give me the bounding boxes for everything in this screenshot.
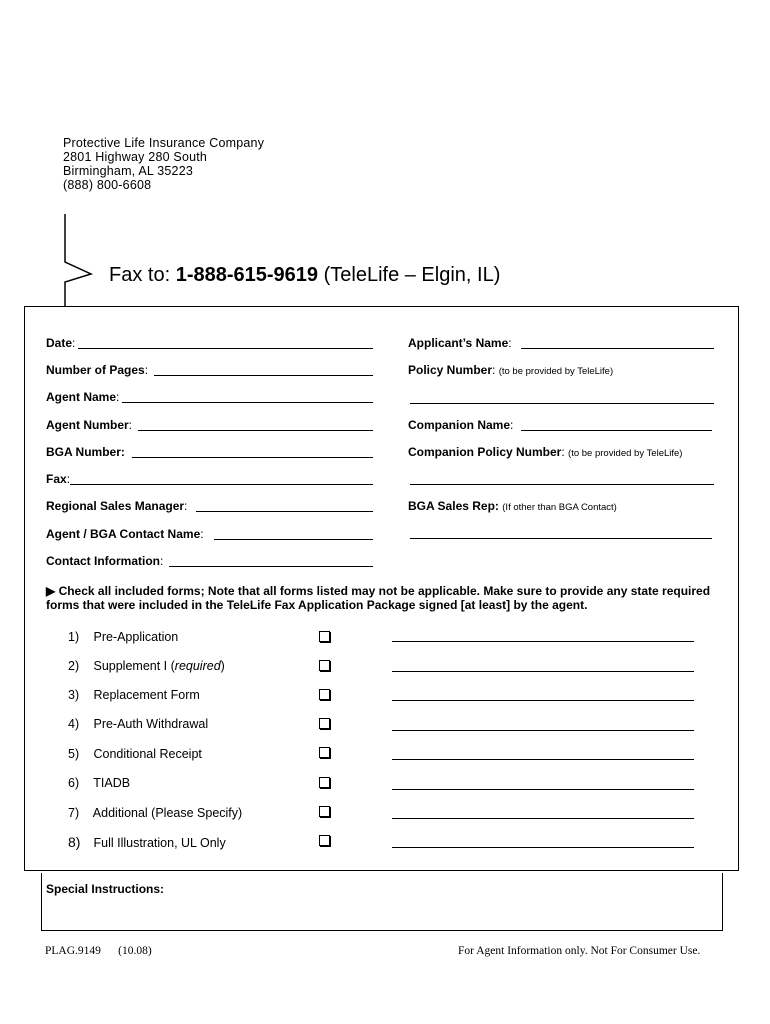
form-checkbox-6[interactable] xyxy=(319,777,330,788)
form-line-4[interactable] xyxy=(392,730,694,731)
date-label: Date: xyxy=(46,336,76,350)
applicant-name-label: Applicant’s Name: xyxy=(408,336,512,350)
contact-info-label: Contact Information: xyxy=(46,554,164,568)
date-field[interactable] xyxy=(78,348,373,349)
bga-rep-field[interactable] xyxy=(410,538,712,539)
pages-field[interactable] xyxy=(154,375,373,376)
fax-label: Fax: xyxy=(46,472,71,486)
rsm-field[interactable] xyxy=(196,511,373,512)
form-checkbox-8[interactable] xyxy=(319,835,330,846)
company-city: Birmingham, AL 35223 xyxy=(63,164,194,178)
special-instructions-label: Special Instructions: xyxy=(46,882,165,896)
fax-header xyxy=(109,264,500,287)
footer-disclaimer: For Agent Information only. Not For Consumer Use. xyxy=(458,945,701,957)
bga-number-field[interactable] xyxy=(132,457,373,458)
form-checkbox-7[interactable] xyxy=(319,806,330,817)
bga-rep-label: BGA Sales Rep: (If other than BGA Contact) xyxy=(408,499,617,513)
policy-number-label: Policy Number: (to be provided by TeleLife) xyxy=(408,363,614,377)
form-line-6[interactable] xyxy=(392,789,694,790)
form-line-8[interactable] xyxy=(392,847,694,848)
companion-name-field[interactable] xyxy=(521,430,712,431)
form-item-8: 8) Full Illustration, UL Only xyxy=(68,834,226,850)
form-item-6: 6) TIADB xyxy=(68,776,131,790)
fax-number: 1-888-615-9619 xyxy=(175,264,319,286)
form-checkbox-4[interactable] xyxy=(319,718,330,729)
form-line-7[interactable] xyxy=(392,818,694,819)
companion-policy-field[interactable] xyxy=(410,484,714,485)
form-line-1[interactable] xyxy=(392,641,694,642)
form-line-5[interactable] xyxy=(392,759,694,760)
applicant-name-field[interactable] xyxy=(521,348,714,349)
agent-name-label: Agent Name: xyxy=(46,390,120,404)
form-item-3: 3) Replacement Form xyxy=(68,688,200,702)
form-checkbox-1[interactable] xyxy=(319,631,330,642)
fax-field[interactable] xyxy=(70,484,373,485)
company-address xyxy=(63,136,264,192)
form-checkbox-2[interactable] xyxy=(319,660,330,671)
form-item-5: 5) Conditional Receipt xyxy=(68,747,202,761)
form-item-1: 1) Pre-Application xyxy=(68,630,179,644)
form-item-4: 4) Pre-Auth Withdrawal xyxy=(68,717,209,731)
form-line-3[interactable] xyxy=(392,700,694,701)
pages-label: Number of Pages: xyxy=(46,363,149,377)
form-item-7: 7) Additional (Please Specify) xyxy=(68,806,243,820)
company-phone: (888) 800-6608 xyxy=(63,178,152,192)
agent-name-field[interactable] xyxy=(122,402,373,403)
form-item-2: 2) Supplement I (required) xyxy=(68,659,225,673)
contact-info-field[interactable] xyxy=(169,566,373,567)
agent-number-field[interactable] xyxy=(138,430,373,431)
company-street: 2801 Highway 280 South xyxy=(63,150,208,164)
companion-name-label: Companion Name: xyxy=(408,418,514,432)
forms-instructions: ▶ Check all included forms; Note that all forms listed may not be applicable. Make sure to provide any state required forms that were included in the TeleLife Fax Application Package signed [at least] by the agent. xyxy=(46,584,711,612)
companion-policy-label: Companion Policy Number: (to be provided by TeleLife) xyxy=(408,445,683,459)
contact-name-field[interactable] xyxy=(214,539,373,540)
form-id: PLAG.9149 (10.08) xyxy=(45,945,152,957)
rsm-label: Regional Sales Manager: xyxy=(46,499,188,513)
agent-number-label: Agent Number: xyxy=(46,418,133,432)
fax-suffix: (TeleLife – Elgin, IL) xyxy=(318,264,501,286)
policy-number-field[interactable] xyxy=(410,403,714,404)
contact-name-label: Agent / BGA Contact Name: xyxy=(46,527,204,541)
bga-number-label: BGA Number: xyxy=(46,445,125,459)
form-line-2[interactable] xyxy=(392,671,694,672)
fax-prefix: Fax to: xyxy=(109,264,176,286)
form-checkbox-3[interactable] xyxy=(319,689,330,700)
fax-arrow-icon xyxy=(55,212,100,312)
form-checkbox-5[interactable] xyxy=(319,747,330,758)
form-version: (10.08) xyxy=(118,945,152,957)
company-name: Protective Life Insurance Company xyxy=(63,136,265,150)
